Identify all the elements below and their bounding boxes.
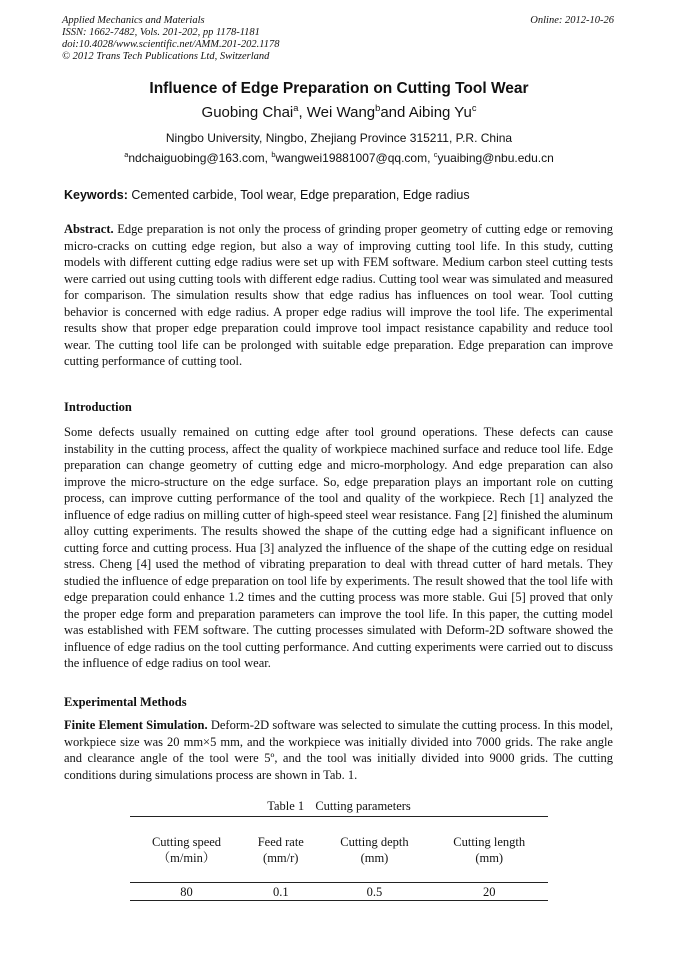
doi-line: doi:10.4028/www.scientific.net/AMM.201-202.1178 (62, 39, 280, 50)
column-header (319, 817, 431, 883)
column-unit: (mm) (360, 851, 389, 865)
introduction-text: Some defects usually remained on cutting edge after tool ground operations. These defects can cause instability in the cutting process, affect the quality of workpiece machined surface and reduce tool life. Edge preparation can change geometry of cutting edge and micro-morphology. And edge preparation can also improve the micro-structure on the edge surface. So, edge preparation plays an important role on cutting process, can improve cutting performance of the tool and quality of the workpiece. Rech [1] analyzed the influence of edge radius on milling cutter of high-speed steel wear resistance. Fang [2] finished the aluminum alloy cutting experiments. The results showed the shape of the cutting edge had a significant influence on cutting force and cutting process. Hua [3] analyzed the influence of the shape of the cutting edge on residual stress. Cheng [4] used the method of vibrating preparation to deal with thread cutter of hard metals. They studied the influence of edge preparation on tool life by experiments. The result showed that the tool life with edge preparation could enhance 1.2 times and the cutting process was more stable. Gui [5] proved that only the proper edge form and preparation parameters can improve the tool life. In this paper, the cutting model was established with FEM software. The cutting processes simulated with Deform-2D software showed the influence of edge radius on the tool cutting performance. And cutting experiments were carried out to discuss the influence of edge radius on tool wear. (64, 425, 613, 670)
abstract-label: Abstract. (64, 222, 114, 236)
table-cell: 20 (482, 885, 496, 899)
email-mark: a (124, 150, 129, 159)
fes-paragraph (64, 717, 613, 783)
fes-text: Deform-2D software was selected to simulate the cutting process. In this model, workpiece size was 20 mm×5 mm, and the workpiece was initially divided into 7000 grids. The rake angle and clearance angle of the tool were 5º, and the tool was initially divided into 9000 grids. The cutting conditions during simulations process are shown in Tab. 1. (64, 718, 613, 782)
email-separator: , (427, 151, 434, 165)
author-name: Aibing Yu (408, 104, 472, 121)
email-address[interactable]: wangwei19881007@qq.com (275, 151, 428, 165)
table-title: Cutting parameters (315, 799, 411, 813)
author (202, 104, 307, 121)
column-header (430, 817, 548, 883)
email-mark: c (433, 150, 438, 159)
column-header (130, 817, 243, 883)
email-address[interactable]: yuaibing@nbu.edu.cn (437, 151, 554, 165)
journal-header (62, 15, 279, 63)
journal-name: Applied Mechanics and Materials (62, 15, 205, 26)
keywords-text: Cemented carbide, Tool wear, Edge preparation, Edge radius (131, 188, 470, 202)
author-mark: b (375, 103, 381, 113)
affiliation: Ningbo University, Ningbo, Zhejiang Province 315211, P.R. China (165, 131, 513, 145)
abstract-text: Edge preparation is not only the process of grinding proper geometry of cutting edge or removing micro-cracks on cutting edge region, but also a way of improving cutting tool life. In this study, cutting models with different cutting edge radius were set up with FEM software. Medium carbon steel cutting tests were carried out using cutting tools with different edge radius. Cutting tool wear was simulated and measured for comparison. The simulation results show that edge radius has influences on tool wear. Tool cutting behavior is concerned with edge radius. A proper edge radius will improve the tool life. The experimental results show that proper edge preparation could improve tool impact resistance capability and reduce tool wear. The cutting tool life can be prolonged with suitable edge preparation. Edge preparation can improve cutting performance of cutting tool. (64, 222, 613, 368)
paper-title: Influence of Edge Preparation on Cutting Tool Wear (149, 80, 529, 97)
table-row (130, 883, 548, 901)
email-address[interactable]: ndchaiguobing@163.com (128, 151, 265, 165)
column-label: Feed rate (257, 835, 304, 849)
fes-label: Finite Element Simulation. (64, 718, 208, 732)
author-mark: c (471, 103, 477, 113)
email-mark: b (271, 150, 276, 159)
keywords (64, 188, 470, 202)
abstract (64, 221, 613, 370)
table-cell: 80 (180, 885, 193, 899)
section-heading-introduction: Introduction (64, 400, 132, 414)
email-list (0, 151, 678, 165)
table-cutting-parameters (130, 798, 548, 901)
keywords-label: Keywords: (64, 188, 128, 202)
column-unit: (mm) (475, 851, 504, 865)
issn-line: ISSN: 1662-7482, Vols. 201-202, pp 1178-1181 (62, 27, 260, 38)
author-separator: , (298, 104, 307, 121)
author-name: Wei Wang (306, 104, 376, 121)
parameters-table (130, 816, 548, 901)
table-number: Table 1 (267, 799, 305, 813)
column-unit: (mm/r) (263, 851, 299, 865)
email-separator: , (264, 151, 272, 165)
section-heading-methods: Experimental Methods (64, 695, 187, 709)
online-date: Online: 2012-10-26 (530, 15, 614, 26)
column-unit: （m/min） (157, 851, 216, 865)
author (307, 104, 409, 121)
author-name: Guobing Chai (201, 104, 294, 121)
table-cell: 0.1 (272, 885, 289, 899)
table-header-row (130, 817, 548, 883)
column-header (243, 817, 319, 883)
column-label: Cutting length (453, 835, 526, 849)
author-separator: and (380, 104, 409, 121)
author (409, 104, 477, 121)
column-label: Cutting speed (151, 835, 222, 849)
copyright-line: © 2012 Trans Tech Publications Ltd, Switzerland (62, 51, 270, 62)
table-caption (130, 798, 548, 816)
column-label: Cutting depth (340, 835, 409, 849)
author-list (0, 104, 678, 121)
table-cell: 0.5 (366, 885, 383, 899)
author-mark: a (293, 103, 299, 113)
